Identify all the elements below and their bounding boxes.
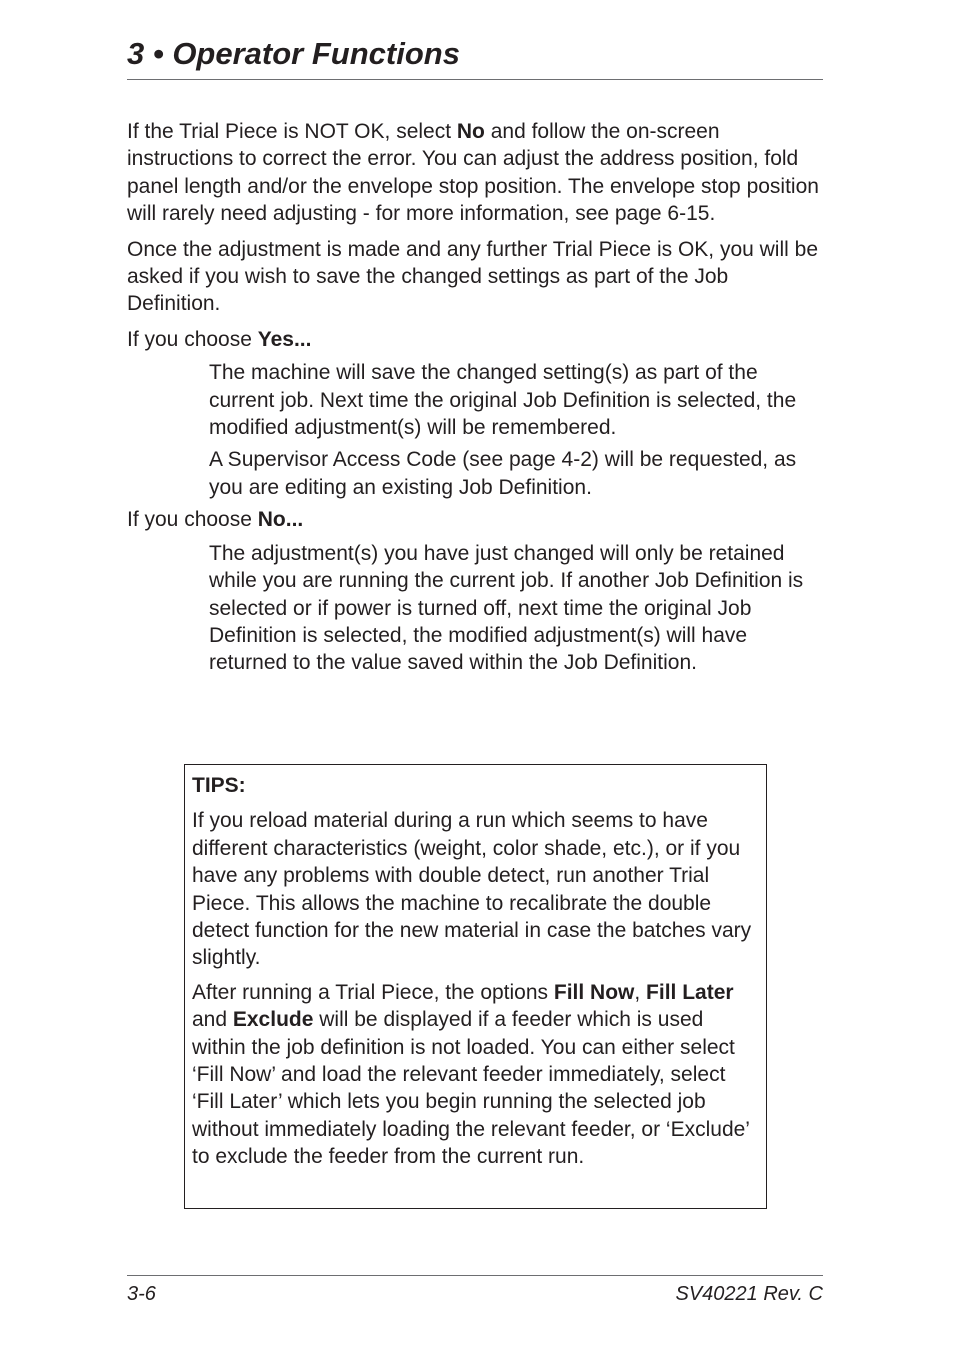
no-detail-retained: The adjustment(s) you have just changed will only be retained while you are running the current job. If another Job Definition is selected or if power is turned off, next time the original Job Definition is selected, the modified adjustment(s) will have returned to the value saved within the Job Definition. (209, 541, 804, 675)
choice-yes-heading (127, 326, 827, 353)
choice-no-details (209, 540, 827, 677)
tips-paragraph-reload: If you reload material during a run which seems to have different characteristics (weight, color shade, etc.), or if you have any problems with double detect, run another Trial Piece. This allows the machine to recalibrate the double detect function for the new material in case the batches vary slightly. (192, 809, 752, 970)
tips-heading: TIPS: (192, 774, 246, 797)
text-span: If you choose (127, 508, 258, 532)
footer-divider (127, 1275, 823, 1276)
header-divider (127, 79, 823, 80)
yes-detail-supervisor: A Supervisor Access Code (see page 4-2) will be requested, as you are editing an existing Job Definition. (209, 448, 797, 499)
choice-yes-details (209, 359, 827, 501)
paragraph-trial-not-ok (127, 118, 827, 228)
yes-detail-save: The machine will save the changed setting(s) as part of the current job. Next time the original Job Definition is selected, the modified adjustment(s) will be remembered. (209, 361, 797, 440)
bold-yes: Yes... (257, 327, 312, 351)
text-span: and (192, 1008, 233, 1032)
main-content (127, 118, 827, 682)
tips-box (184, 764, 767, 1209)
tips-paragraph-options (192, 979, 759, 1171)
text-span: and follow the on-screen instructions to correct the error. You can adjust the address position, fold panel length and/or the envelope stop position. The envelope stop position will rarely need adjusting - for more information, see page 6-15. (127, 120, 819, 226)
text-span: If the Trial Piece is NOT OK, select (127, 120, 457, 143)
page-number: 3-6 (127, 1283, 156, 1305)
bold-no: No (456, 120, 485, 143)
text-span: If you choose (127, 327, 258, 351)
bold-fill-now: Fill Now (553, 980, 635, 1004)
paragraph-save-prompt: Once the adjustment is made and any further Trial Piece is OK, you will be asked if you wish to save the changed settings as part of the Job Definition. (127, 237, 819, 316)
document-revision: SV40221 Rev. C (675, 1283, 823, 1305)
bold-no-choice: No... (257, 508, 304, 532)
bold-exclude: Exclude (232, 1008, 314, 1032)
choice-no-heading (127, 506, 827, 533)
text-span: After running a Trial Piece, the options (192, 980, 554, 1004)
text-span: , (634, 980, 647, 1004)
page-title: 3 • Operator Functions (127, 36, 460, 71)
bold-fill-later: Fill Later (646, 980, 734, 1004)
text-span: will be displayed if a feeder which is used within the job definition is not loaded. You can either select ‘Fill Now’ and load the relevant feeder immediately, select ‘Fill Later’ which lets you begin running the selected job without immediately loading the relevant feeder, or ‘Exclude’ to exclude the feeder from the current run. (192, 1008, 750, 1169)
